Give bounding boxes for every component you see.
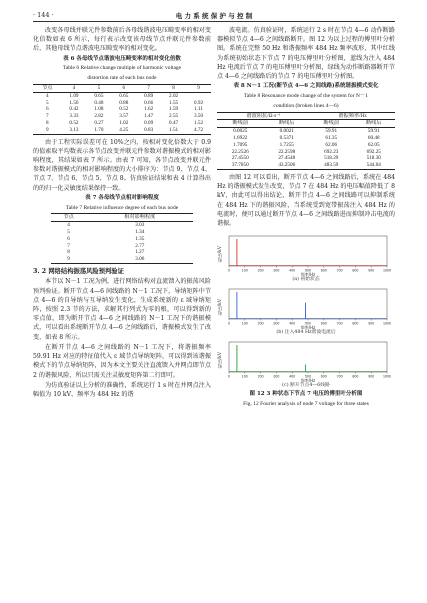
x-tick-label: 400 [289, 268, 296, 273]
table-cell: 22.2526 [231, 148, 249, 155]
table-cell: 22.2598 [278, 148, 296, 155]
table-8-caption-en-2: condition (broken lines 4—6) [273, 102, 339, 109]
table-7 [51, 213, 193, 264]
x-tick-label: 500 [305, 321, 311, 326]
table-cell: 0.88 [119, 99, 129, 106]
table-cell: 9 [67, 256, 70, 263]
y-axis-label: 电压/kV [218, 299, 223, 316]
table-header-cell: 节点 [33, 85, 62, 93]
paragraph: 波电流。仿真验证时，系统运行 2 s 时在节点 4—6 动作断路器模拟节点 4—6 之间线路断开。图 12 为以上过程的傅里叶分析图。系统在完整 50 Hz 和谐振频率 484 Hz 频率波形，其中红线为系统初始状态下节点 7 的电压傅里叶分析图，蓝线为注入 484 Hz 电流后节点 7 的电压傅里叶分析图，绿线为动作断路器断开节点 4—6 之间线路后的节点 7 的电压傅里叶分析图。 [217, 27, 395, 81]
x-axis-label: 频率/Hz [300, 272, 316, 277]
table-cell [186, 92, 211, 99]
right-column [217, 26, 395, 410]
table-cell: 62.06 [325, 141, 338, 148]
table-cell: 0.42 [69, 106, 79, 113]
table-header-cell: 断线前 [217, 120, 264, 128]
table-row [51, 256, 193, 263]
table-cell: 544.04 [366, 162, 381, 169]
table-header-cell: 4 [62, 85, 87, 93]
plot-frame [229, 236, 387, 266]
table-cell: 1.7255 [279, 141, 294, 148]
table-cell: 3.03 [135, 222, 145, 229]
table-cell: 0.27 [94, 119, 104, 126]
x-tick-label: 300 [273, 268, 280, 273]
left-column [33, 26, 211, 400]
table-cell: 1.70 [94, 126, 104, 133]
table-cell: 6 [45, 106, 49, 113]
fft-plot-b [217, 285, 395, 329]
paragraph: 为仿真验证以上分析的准确性，系统运行 1 s 时在并网点注入幅值为 10 kV、频率为 484 Hz 的谐 [33, 381, 211, 398]
table-cell: 0.48 [94, 99, 104, 106]
table-cell: 59.91 [367, 128, 380, 135]
table-cell: 4.72 [193, 126, 204, 133]
table-cell: 43.2506 [278, 162, 296, 169]
table-cell: 0.5371 [279, 135, 294, 141]
x-axis-label: 频率/Hz [300, 378, 316, 383]
table-row [51, 249, 193, 256]
table-cell: 3.06 [135, 256, 145, 263]
paragraph: 本节以 N－1 工况为例，进行网络结构对直流馈入的振荡风险预判验证。断开节点 4—6 间线路的 N－1 工况下，导纳矩阵中节点 4—6 的自导纳与互导纳发生变化，生成系统新的 ε 域导纳矩阵，按照 2.3 节的方法，求解其行列式为零的根，可以得到新的零点值，即为断开节点 4—6 之间线路的 N－1 工况下的谐振模式，可以看出系统断开节点 4—6 之间线路后，谐振模式发生了改变，如表 8 所示。 [33, 278, 211, 341]
table-row [217, 142, 395, 149]
x-tick-label: 800 [352, 321, 359, 326]
plot-frame [229, 289, 387, 319]
table-cell: 6 [67, 235, 70, 242]
x-tick-label: 400 [289, 321, 296, 326]
table-cell: 1.59 [169, 106, 179, 113]
plot-frame [229, 342, 387, 372]
table-cell: 1.27 [135, 249, 145, 256]
table-cell: 483.59 [324, 162, 339, 169]
table-cell: 2.02 [169, 92, 179, 99]
fft-plot-b-svg [217, 285, 395, 329]
table-cell: 7 [45, 113, 49, 120]
table-cell: 0.52 [119, 106, 129, 113]
table-8-caption-en: Table 8 Resonance mode change of the system for N－1 [243, 93, 369, 100]
table-row [217, 149, 395, 156]
x-tick-label: 600 [320, 321, 327, 326]
page-header [33, 8, 395, 22]
table-cell: 7 [67, 242, 70, 249]
table-row [33, 100, 211, 107]
table-row [217, 128, 395, 135]
table-cell: 0.52 [69, 119, 79, 126]
x-tick-label: 900 [368, 374, 375, 379]
table-header-cell: 7 [136, 85, 161, 93]
x-tick-label: 100 [241, 321, 248, 326]
x-tick-label: 1000 [383, 268, 391, 273]
table-cell: 1.56 [69, 99, 79, 106]
figure-12-caption-cn: 图 12 3 种状态下节点 7 电压的傅里叶分析图 [249, 391, 363, 398]
table-cell: 1.09 [69, 92, 79, 99]
table-cell: 4 [67, 222, 70, 229]
x-tick-label: 500 [305, 374, 311, 379]
x-tick-label: 0 [228, 374, 230, 379]
table-cell: 3.33 [69, 113, 79, 120]
header-rule [33, 21, 395, 22]
table-cell: 0.09 [144, 119, 154, 126]
x-tick-label: 800 [352, 268, 359, 273]
table-header-cell: 5 [86, 85, 111, 93]
figure-12 [217, 232, 395, 409]
subfigure-caption-c: (c) 断开节点4—6线路 [282, 383, 330, 389]
table-cell: 1.51 [169, 126, 179, 133]
table-header-cell: 相对影响程度 [86, 214, 193, 222]
paragraph: 由于工程实际误差可在 10%之内，按相对变化倍数大于 0.9 的值索取平均数表示各节点改变并联元件参数对谐振模式的相对影响程度，其结果如表 7 所示。由表 7 可知，各节点改变并联元件参数对谐振模式的相对影响程度的大小排序为：节点 9、节点 4、节点 7、节点 6、节点 5、节点 8。仿真验证结果和表 4 计算得出的的归一化灵敏度结果保持一致。 [33, 138, 211, 192]
y-axis-label: 电压/kV [218, 246, 223, 263]
table-row [33, 106, 211, 113]
table-cell: 0.65 [94, 92, 104, 99]
table-row [33, 92, 211, 99]
x-tick-label: 300 [273, 374, 280, 379]
table-cell: 0.92 [193, 99, 204, 106]
table-cell: 62.05 [367, 141, 380, 148]
table-row [33, 113, 211, 120]
table-row [51, 236, 193, 243]
table-cell: 1.7095 [233, 141, 248, 148]
table-7-caption-cn: 表 7 各母线节点相对影响程度 [85, 194, 159, 201]
table-cell: 27.4550 [231, 155, 249, 162]
table-row [51, 243, 193, 250]
table-row [217, 162, 395, 169]
table-cell: 692.25 [366, 148, 381, 155]
table-row [217, 135, 395, 142]
table-cell: 1.62 [144, 106, 154, 113]
journal-title: 电 力 系 统 保 护 与 控 制 [175, 12, 253, 20]
subfigure-caption-a: (a) 初始状态 [292, 277, 320, 283]
table-header-cell: 断线前 [310, 120, 352, 128]
table-header-cell: 8 [161, 85, 186, 93]
table-cell: 1.02 [119, 119, 129, 126]
x-tick-label: 600 [320, 374, 327, 379]
table-cell: 518.30 [366, 155, 381, 162]
x-tick-label: 500 [305, 268, 311, 273]
table-cell: 0.83 [144, 126, 154, 133]
table-cell: 27.4548 [278, 155, 296, 162]
table-cell: 3.13 [69, 126, 79, 133]
table-cell: 0.0021 [279, 128, 294, 135]
table-8-group-impedance: 谐波阻抗/Ω·s⁻¹ [217, 112, 310, 120]
table-cell: 3.57 [119, 113, 129, 120]
table-cell: 0.89 [144, 92, 154, 99]
x-tick-label: 1000 [383, 321, 391, 326]
x-axis-label: 频率/Hz [300, 325, 316, 330]
table-cell: 4 [45, 92, 49, 99]
table-cell: 1.34 [135, 228, 145, 235]
figure-12-caption-en: Fig. 12 Fourier analysis of node 7 voltage for three states [243, 401, 369, 407]
x-tick-label: 100 [241, 374, 248, 379]
paragraph: 由图 12 可以看出，断开节点 4—6 之间线路后，系统在 484 Hz 的谐振模式发生改变，节点 7 在 484 Hz 的电压幅值降低了 8 kV，由此可以得出结论，断开节点 4—6 之间线路可以抑制系统在 484 Hz 下的谐振风险，当系统受到宽带振荡注入 484 Hz 的电流时，便可以通过断开节点 4—6 之间线路进而抑制冲击电流的谐振。 [217, 173, 395, 227]
table-6-caption-en-2: distortion rate of each bus node [87, 75, 157, 82]
table-header-cell: 断线后 [352, 120, 395, 128]
table-6 [33, 84, 211, 135]
table-cell: 692.23 [324, 148, 339, 155]
fft-plot-c [217, 338, 395, 382]
x-tick-label: 200 [257, 268, 264, 273]
x-tick-label: 300 [273, 321, 280, 326]
x-tick-label: 400 [289, 374, 296, 379]
table-7-caption-en: Table 7 Relative influence degree of each bus node [65, 204, 179, 211]
table-row [51, 229, 193, 236]
table-8 [217, 112, 395, 170]
paragraph: 在断开节点 4—6 之间线路的 N－1 工况下，将谐振频率 59.91 Hz 对应的特征值代入 ε 域节点导纳矩阵，可以得到该谐振模式下的节点导纳矩阵，因为本文主要关注直流馈入并网点即节点 2 的谐振风险，所以只需关注灵敏度矩阵第二行即可。 [33, 343, 211, 379]
table-cell: 2.55 [169, 113, 179, 120]
table-cell: 0.65 [119, 92, 129, 99]
table-cell: 1.6922 [233, 135, 248, 141]
table-row [217, 155, 395, 162]
table-cell: 0.47 [169, 119, 179, 126]
table-cell: 59.91 [325, 128, 338, 135]
table-cell: 0.0025 [233, 128, 248, 135]
table-row [51, 222, 193, 229]
page-number: · 144 · [33, 11, 54, 19]
x-tick-label: 0 [228, 321, 230, 326]
paragraph: 改变各母线并联元件参数前后各母线谐波电压畸变率的相对变化倍数如表 6 所示，每行表示改变该母线节点并联元件参数前后，其他母线节点谐波电压畸变率的相对变化。 [33, 27, 211, 53]
table-8-group-frequency: 谐振频率/Hz [310, 112, 395, 120]
x-tick-label: 100 [241, 268, 248, 273]
table-cell: 1.47 [144, 113, 154, 120]
x-tick-label: 0 [228, 268, 230, 273]
x-tick-label: 1000 [383, 374, 391, 379]
table-6-caption-cn: 表 6 各母线节点谐波电压畸变率的相对变化倍数 [63, 55, 181, 62]
table-8-caption-cn: 表 8 N－1 工况(断节点 4—6 之间线路)系统谐振模式变化 [233, 83, 379, 90]
table-header-cell: 6 [111, 85, 136, 93]
table-cell: 60.48 [367, 135, 380, 141]
table-cell: 518.29 [324, 155, 339, 162]
table-header-cell: 断线后 [264, 120, 311, 128]
table-cell: 2.77 [135, 242, 145, 249]
table-cell: 1.11 [194, 106, 203, 113]
fft-plot-c-svg [217, 338, 395, 382]
table-cell: 1.35 [135, 235, 145, 242]
x-tick-label: 600 [320, 268, 327, 273]
x-tick-label: 900 [368, 321, 375, 326]
fft-plot-a [217, 232, 395, 276]
x-tick-label: 800 [352, 374, 359, 379]
x-tick-label: 700 [336, 268, 343, 273]
table-6-caption-en: Table 6 Relative change multiple of harmonic voltage [62, 65, 182, 72]
x-tick-label: 700 [336, 374, 343, 379]
subfigure-caption-b: (b) 注入484 Hz谐波电流后 [276, 330, 336, 336]
table-cell: 2.82 [94, 113, 104, 120]
table-cell: 8 [67, 249, 70, 256]
table-cell: 1.55 [169, 99, 179, 106]
table-cell: 37.7850 [231, 162, 249, 169]
table-row [33, 127, 211, 134]
table-cell: 1.08 [94, 106, 104, 113]
table-cell: 5 [45, 99, 49, 106]
table-cell: 8 [45, 119, 49, 126]
table-cell: 61.35 [325, 135, 338, 141]
x-tick-label: 200 [257, 321, 264, 326]
section-heading: 3. 2 网络结构振荡风险预判验证 [33, 267, 124, 275]
table-cell: 4.25 [119, 126, 129, 133]
table-cell: 3.50 [193, 113, 204, 120]
x-tick-label: 200 [257, 374, 264, 379]
table-header-cell: 9 [186, 85, 211, 93]
table-cell: 9 [45, 126, 49, 133]
table-row [33, 120, 211, 127]
table-header-cell: 节点 [51, 214, 87, 222]
table-cell: 0.66 [144, 99, 154, 106]
x-tick-label: 900 [368, 268, 375, 273]
table-cell: 5 [67, 228, 70, 235]
fft-plot-a-svg [217, 232, 395, 276]
table-cell: 1.52 [193, 119, 204, 126]
y-axis-label: 电压/kV [218, 352, 223, 369]
x-tick-label: 700 [336, 321, 343, 326]
